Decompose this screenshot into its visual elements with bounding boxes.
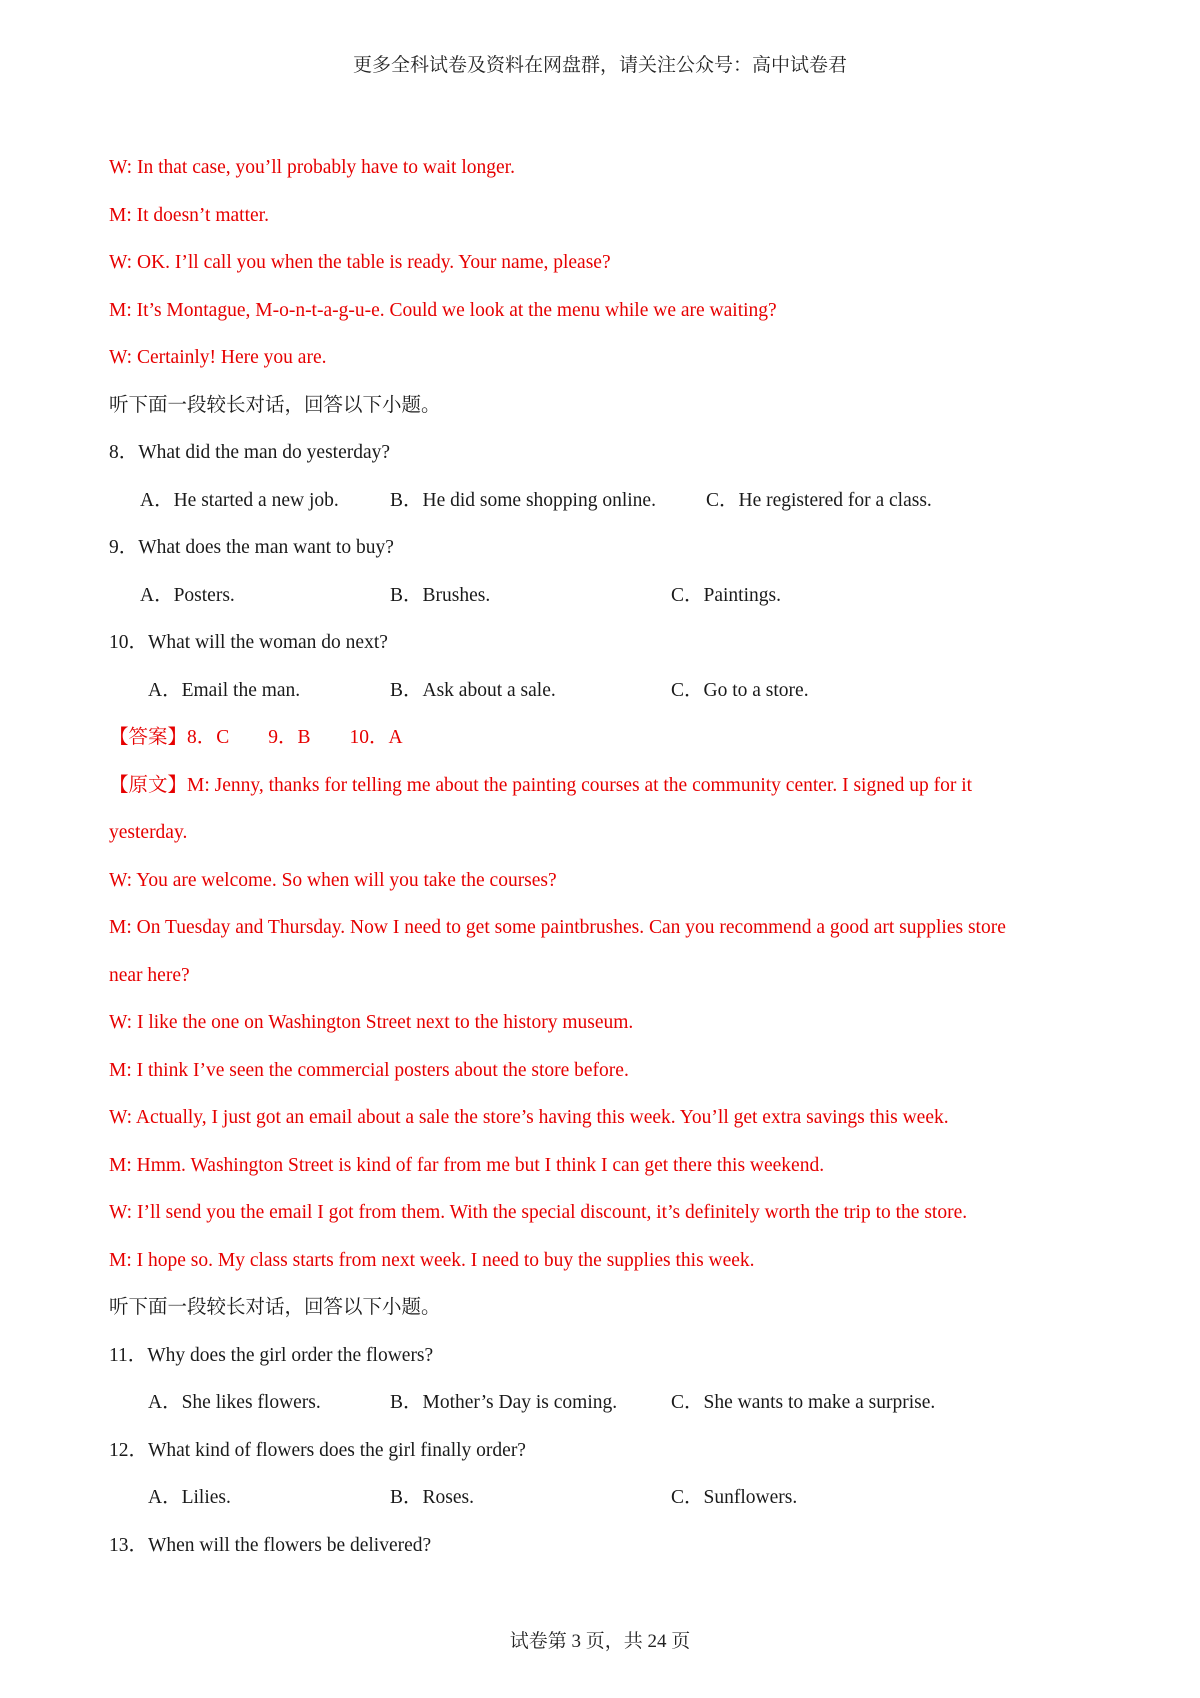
question-stem: 13．When will the flowers be delivered? [109, 1535, 432, 1556]
page-footer: 试卷第 3 页，共 24 页 [509, 1631, 691, 1652]
option-c: C．Sunflowers. [671, 1487, 798, 1508]
option-b: B．Mother’s Day is coming. [390, 1392, 618, 1413]
option-b: B．Ask about a sale. [390, 680, 556, 701]
option-a: A．She likes flowers. [148, 1392, 321, 1413]
dialogue-line: W: OK. I’ll call you when the table is ready. Your name, please? [109, 252, 611, 273]
option-a: A．He started a new job. [140, 490, 339, 511]
option-b: B．He did some shopping online. [390, 490, 656, 511]
option-b: B．Brushes. [390, 585, 491, 606]
question-stem: 12．What kind of flowers does the girl finally order? [109, 1440, 526, 1461]
transcript-line: 【原文】M: Jenny, thanks for telling me about the painting courses at the community center. I signed up for it [109, 775, 973, 796]
transcript-line: M: I hope so. My class starts from next week. I need to buy the supplies this week. [109, 1250, 755, 1271]
transcript-line: M: Hmm. Washington Street is kind of far from me but I think I can get there this weekend. [109, 1155, 825, 1176]
transcript-line: yesterday. [109, 822, 188, 843]
option-a: A．Lilies. [148, 1487, 231, 1508]
question-stem: 10．What will the woman do next? [109, 632, 388, 653]
question-stem: 9．What does the man want to buy? [109, 537, 394, 558]
dialogue-line: M: It’s Montague, M-o-n-t-a-g-u-e. Could we look at the menu while we are waiting? [109, 300, 777, 321]
transcript-line: W: I’ll send you the email I got from them. With the special discount, it’s definitely worth the trip to the store. [109, 1202, 968, 1223]
instruction: 听下面一段较长对话，回答以下小题。 [109, 1297, 441, 1318]
transcript-line: M: On Tuesday and Thursday. Now I need to get some paintbrushes. Can you recommend a good art supplies store [109, 917, 1006, 938]
transcript-line: M: I think I’ve seen the commercial posters about the store before. [109, 1060, 629, 1081]
transcript-line: near here? [109, 965, 190, 986]
option-c: C．She wants to make a surprise. [671, 1392, 936, 1413]
option-b: B．Roses. [390, 1487, 474, 1508]
dialogue-line: M: It doesn’t matter. [109, 205, 269, 226]
option-a: A．Email the man. [148, 680, 301, 701]
option-a: A．Posters. [140, 585, 235, 606]
dialogue-line: W: Certainly! Here you are. [109, 347, 327, 368]
page-header: 更多全科试卷及资料在网盘群，请关注公众号：高中试卷君 [352, 55, 847, 76]
option-c: C．Paintings. [671, 585, 781, 606]
option-c: C．He registered for a class. [706, 490, 932, 511]
transcript-line: W: I like the one on Washington Street next to the history museum. [109, 1012, 634, 1033]
option-c: C．Go to a store. [671, 680, 809, 701]
answer-key: 【答案】8．C 9．B 10．A [109, 727, 403, 748]
question-stem: 8．What did the man do yesterday? [109, 442, 391, 463]
transcript-line: W: Actually, I just got an email about a sale the store’s having this week. You’ll get extra savings this week. [109, 1107, 949, 1128]
dialogue-line: W: In that case, you’ll probably have to wait longer. [109, 157, 515, 178]
instruction: 听下面一段较长对话，回答以下小题。 [109, 395, 441, 416]
transcript-line: W: You are welcome. So when will you take the courses? [109, 870, 557, 891]
question-stem: 11．Why does the girl order the flowers? [109, 1345, 434, 1366]
